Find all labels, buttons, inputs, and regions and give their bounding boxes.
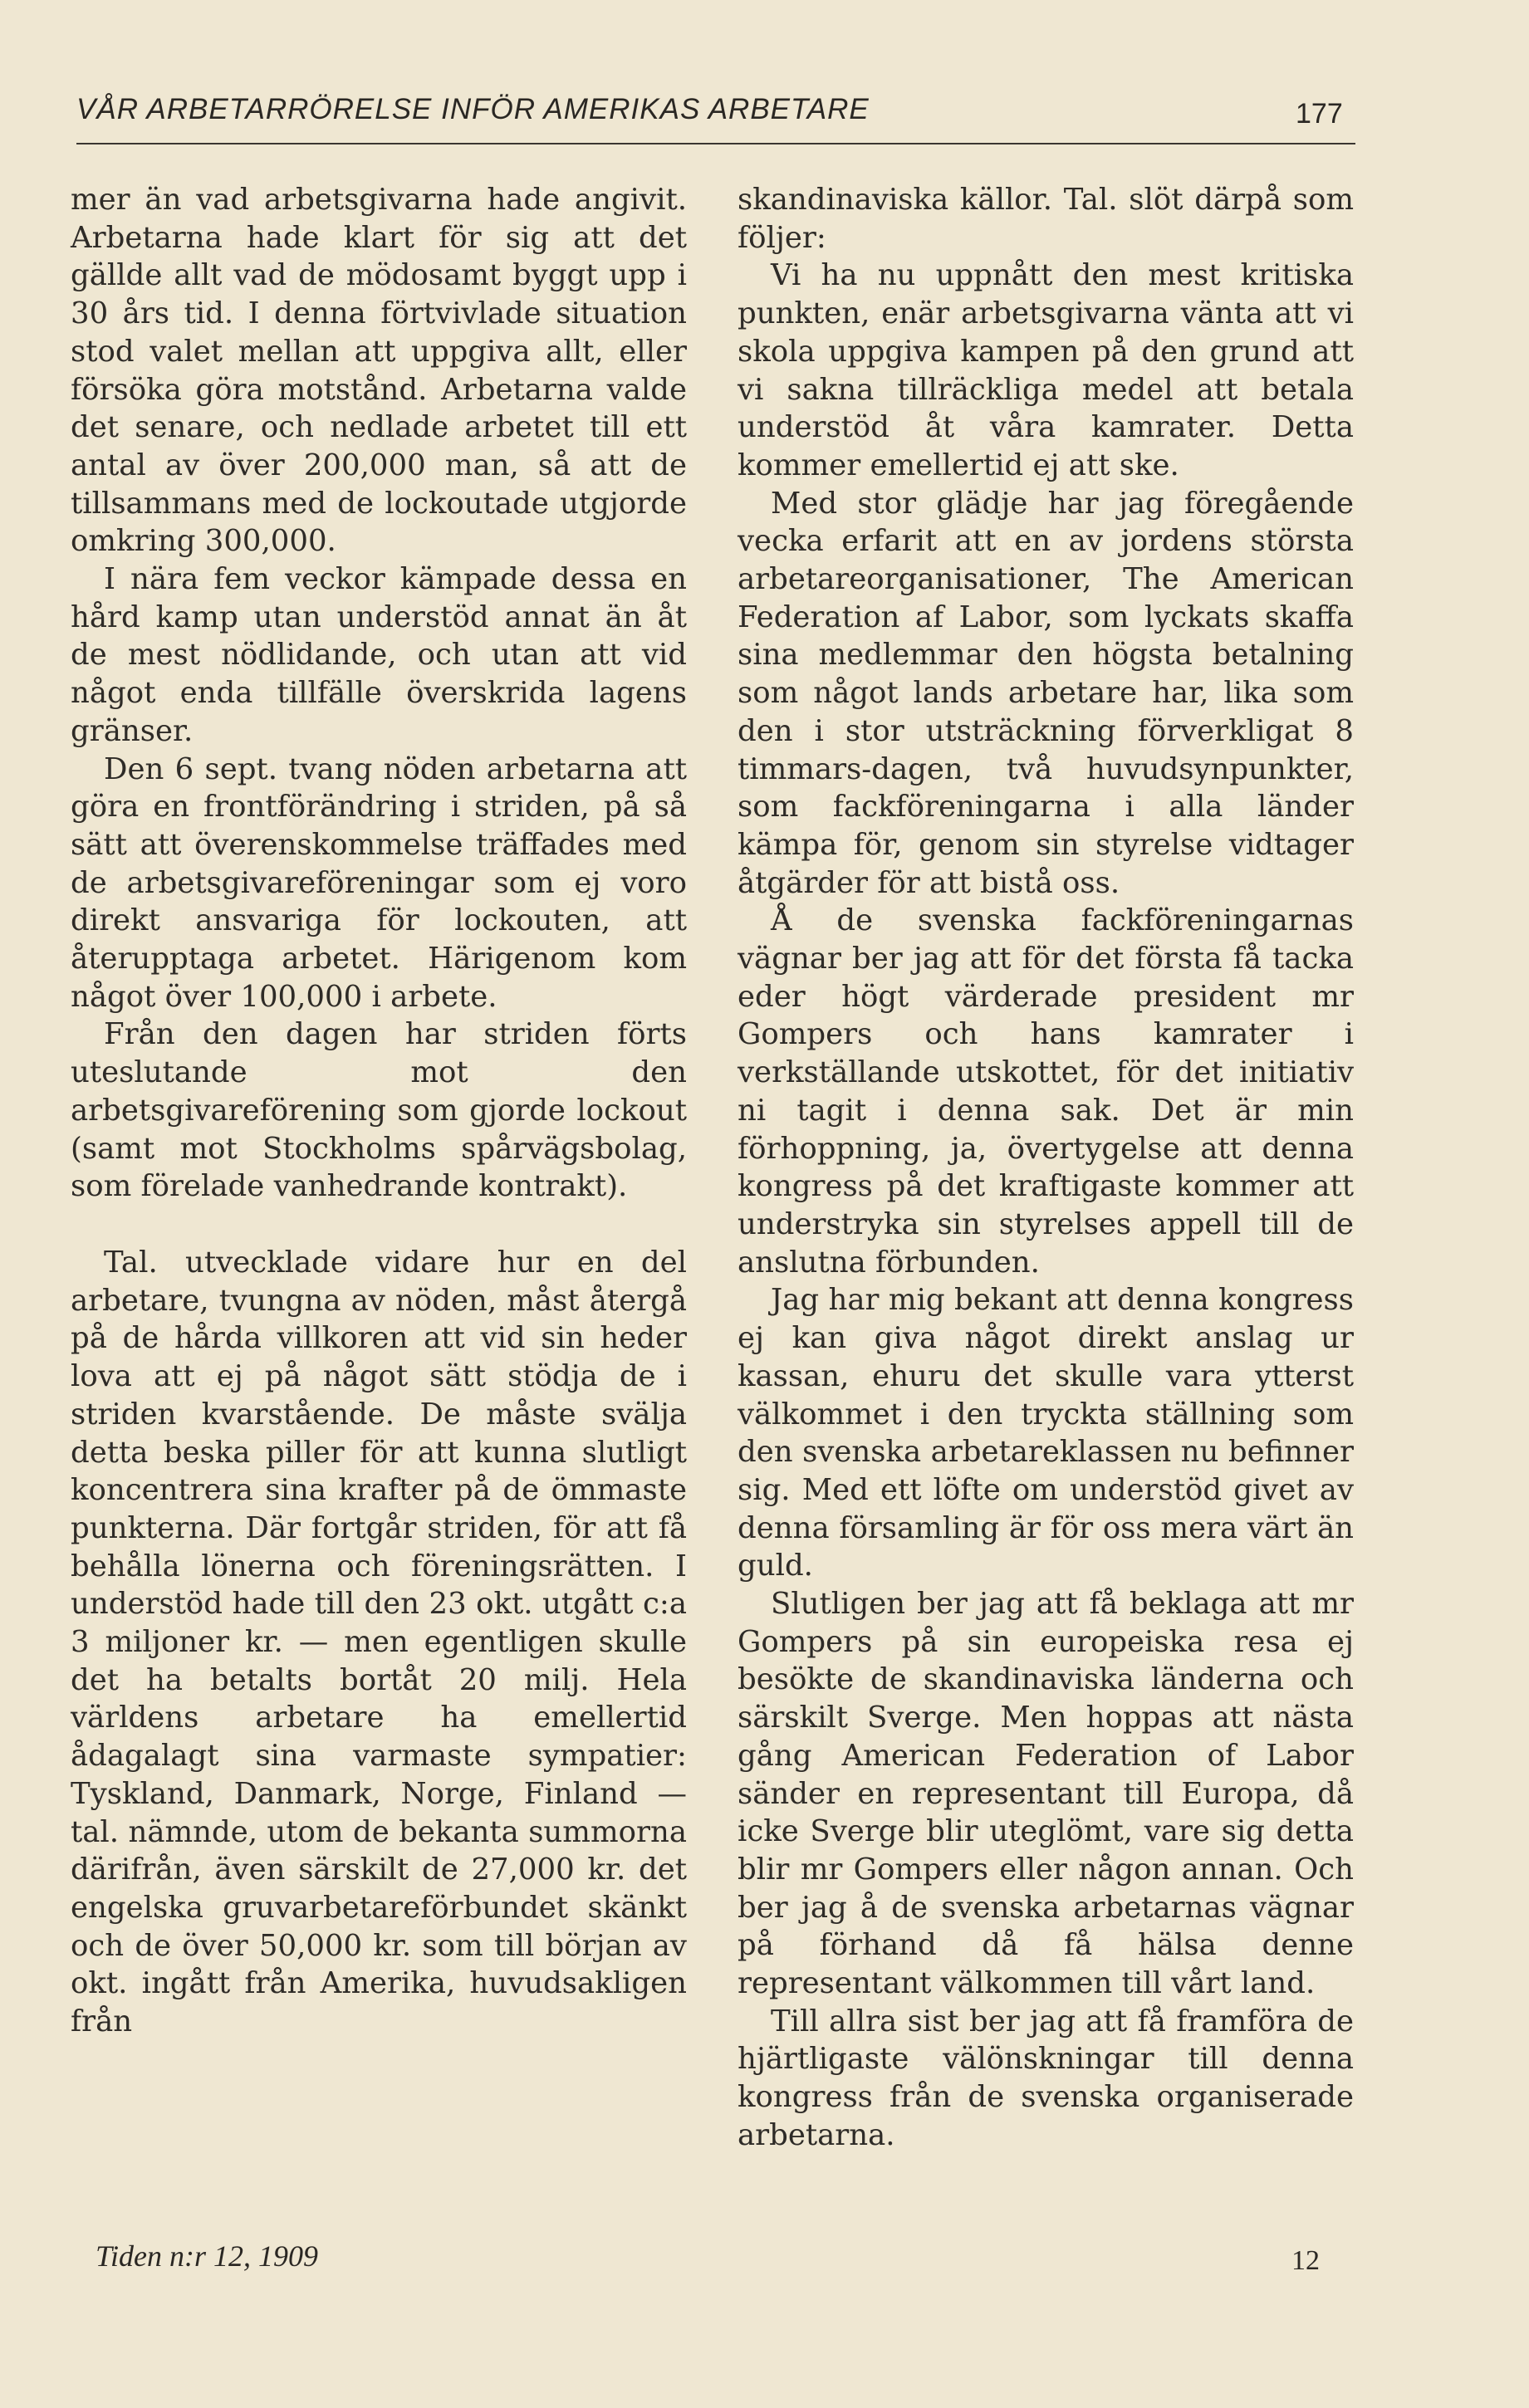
paragraph: Till allra sist ber jag att få framföra de hjärtligaste välönskningar till denna kongress från de svenska organiserade arbetarna.	[738, 2004, 1354, 2152]
running-header-title: VÅR ARBETARRÖRELSE INFÖR AMERIKAS ARBETARE	[76, 93, 870, 125]
paragraph: Med stor glädje har jag föregående vecka erfarit att en av jordens största arbetareorganisationer, The American Federation af Labor, som lyckats skaffa sina medlemmar den högsta betalning som något lands arbetare har, lika som den i stor utsträckning förverkligat 8 timmars-dagen, två huvudsynpunkter, som fackföreningarna i alla länder kämpa för, genom sin styrelse vidtager åtgärder för att bistå oss.	[738, 486, 1354, 900]
page-number: 177	[1296, 98, 1343, 130]
footer-source: Tiden n:r 12, 1909	[96, 2239, 319, 2273]
paragraph: mer än vad arbetsgivarna hade angivit. Arbetarna hade klart för sig att det gällde allt vad de mödosamt byggt upp i 30 års tid. I denna förtvivlade situation stod valet mellan att uppgiva allt, eller försöka göra motstånd. Arbetarna valde det senare, och nedlade arbetet till ett antal av över 200,000 man, så att de tillsammans med de lockoutade utgjorde omkring 300,000.	[71, 183, 687, 559]
paragraph: Från den dagen har striden förts uteslutande mot den arbetsgivareförening som gjorde lockout (samt mot Stockholms spårvägsbolag, som förelade vanhedrande kontrakt).	[71, 1017, 687, 1204]
right-column	[738, 181, 1354, 2155]
left-column	[71, 181, 687, 2041]
paragraph: Tal. utvecklade vidare hur en del arbetare, tvungna av nöden, måst återgå på de hårda villkoren att vid sin heder lova att ej på något sätt stödja de i striden kvarstående. De måste svälja detta beska piller för att kunna slutligt koncentrera sina krafter på de ömmaste punkterna. Där fortgår striden, för att få behålla lönerna och föreningsrätten. I understöd hade till den 23 okt. utgått c:a 3 miljoner kr. — men egentligen skulle det ha betalts bortåt 20 milj. Hela världens arbetare ha emellertid ådagalagt sina varmaste sympatier: Tyskland, Danmark, Norge, Finland — tal. nämnde, utom de bekanta summorna därifrån, även särskilt de 27,000 kr. det engelska gruvarbetareförbundet skänkt och de över 50,000 kr. som till början av okt. ingått från Amerika, huvudsakligen från	[71, 1245, 687, 2039]
paragraph: I nära fem veckor kämpade dessa en hård kamp utan understöd annat än åt de mest nödlidande, och utan att vid något enda tillfälle överskrida lagens gränser.	[71, 562, 687, 748]
header-rule	[76, 143, 1355, 144]
paragraph: skandinaviska källor. Tal. slöt därpå som följer:	[738, 183, 1354, 255]
paragraph: Den 6 sept. tvang nöden arbetarna att göra en frontförändring i striden, på så sätt att överenskommelse träffades med de arbetsgivareföreningar som ej voro direkt ansvariga för lockouten, att återupptaga arbetet. Härigenom kom något över 100,000 i arbete.	[71, 751, 687, 1014]
footer-page-number: 12	[1291, 2245, 1320, 2276]
paragraph: Jag har mig bekant att denna kongress ej kan giva något direkt anslag ur kassan, ehuru det skulle vara ytterst välkommet i den tryckta ställning som den svenska arbetareklassen nu befinner sig. Med ett löfte om understöd givet av denna församling är för oss mera värt än guld.	[738, 1283, 1354, 1583]
paragraph: Vi ha nu uppnått den mest kritiska punkten, enär arbetsgivarna vänta att vi skola uppgiva kampen på den grund att vi sakna tillräckliga medel att betala understöd åt våra kamrater. Detta kommer emellertid ej att ske.	[738, 258, 1354, 482]
paragraph: Å de svenska fackföreningarnas vägnar ber jag att för det första få tacka eder högt värderade president mr Gompers och hans kamrater i verkställande utskottet, för det initiativ ni tagit i denna sak. Det är min förhoppning, ja, övertygelse att denna kongress på det kraftigaste kommer att understryka sin styrelses appell till de anslutna förbunden.	[738, 903, 1354, 1280]
paragraph: Slutligen ber jag att få beklaga att mr Gompers på sin europeiska resa ej besökte de skandinaviska länderna och särskilt Sverge. Men hoppas att nästa gång American Federation of Labor sänder en representant till Europa, då icke Sverge blir uteglömt, vare sig detta blir mr Gompers eller någon annan. Och ber jag å de svenska arbetarnas vägnar på förhand då få hälsa denne representant välkommen till vårt land.	[738, 1587, 1354, 2001]
